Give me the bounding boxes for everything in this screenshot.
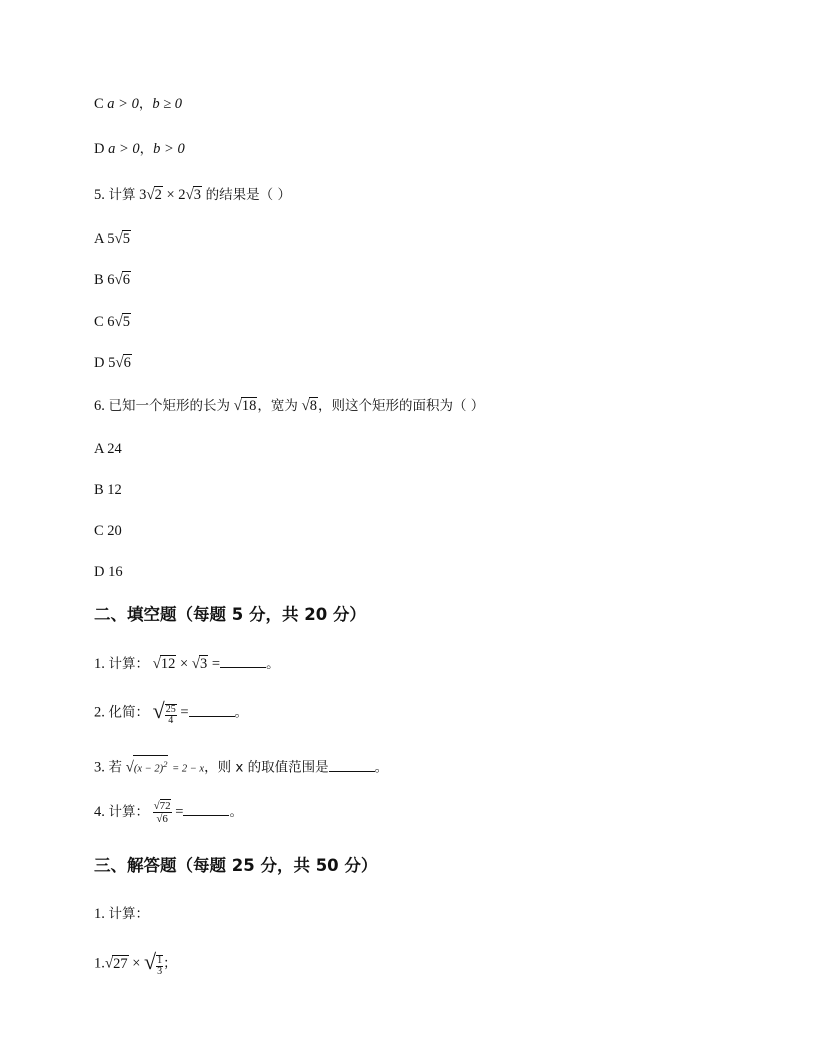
question-number: 1.	[94, 955, 105, 972]
math-coef: 2	[178, 187, 186, 203]
radicand-expr: (x − 2)	[133, 763, 164, 775]
math-coef: 5	[107, 231, 115, 247]
math-rhs: = 2 − x	[172, 763, 205, 775]
radicand: 27	[113, 955, 128, 972]
section-heading-solve	[94, 855, 377, 877]
answer-blank	[189, 702, 235, 717]
answer-blank	[329, 757, 375, 772]
question-number: 2.	[94, 704, 105, 721]
radicand: 6	[123, 355, 131, 371]
numerator: √72	[153, 800, 171, 812]
q6-option-d	[94, 562, 123, 582]
radicand: 2	[154, 187, 162, 203]
question-end: 。	[229, 803, 243, 820]
separator: ，	[139, 141, 154, 157]
denominator: 3	[157, 965, 163, 977]
denominator: √6	[156, 813, 168, 825]
solve-question-1	[94, 904, 149, 924]
radicand: 6	[122, 272, 131, 288]
option-label: B	[94, 482, 104, 498]
section-detail: （每题 25 分，共 50 分）	[176, 856, 378, 875]
question-number: 4.	[94, 803, 105, 820]
equals-symbol: =	[175, 803, 184, 820]
option-value: 12	[107, 482, 122, 498]
option-label: C	[94, 314, 104, 330]
sqrt-symbol: √	[114, 231, 123, 247]
equals-symbol: =	[211, 656, 221, 672]
sqrt-symbol: √	[144, 949, 157, 974]
math-expr: a > 0	[108, 141, 140, 157]
solve-question-1-part	[94, 949, 177, 977]
option-label: A	[94, 231, 104, 247]
question-end: ；	[163, 955, 177, 972]
exponent: 2	[163, 759, 168, 769]
question-number: 1.	[94, 906, 105, 922]
q5-option-b	[94, 270, 131, 290]
question-end: 。	[234, 704, 249, 721]
sqrt-symbol: √	[233, 398, 242, 414]
question-number: 6.	[94, 398, 105, 414]
question-end: 。	[374, 759, 389, 776]
radicand: 5	[122, 231, 131, 247]
math-coef: 5	[108, 355, 116, 371]
question-text: 计算：	[108, 803, 149, 820]
sqrt-symbol: √	[115, 355, 124, 371]
sqrt-symbol: √	[125, 759, 134, 776]
separator: ，	[138, 96, 153, 112]
math-coef: 6	[107, 314, 115, 330]
numerator: 1	[157, 954, 163, 966]
radicand: 6	[162, 813, 168, 825]
radicand: 5	[122, 314, 131, 330]
sqrt-symbol: √	[114, 314, 123, 330]
question-text: 计算	[108, 187, 136, 203]
math-expr: b ≥ 0	[152, 96, 183, 112]
denominator: 4	[168, 714, 174, 726]
q5-option-d	[94, 353, 132, 373]
math-coef: 6	[107, 272, 115, 288]
radicand: 8	[309, 398, 317, 414]
fill-question-1	[94, 653, 280, 674]
question-text: ，则 x 的取值范围是	[204, 759, 329, 776]
option-d-prev	[94, 139, 185, 159]
fill-question-3	[94, 755, 388, 780]
option-label: C	[94, 96, 104, 112]
sqrt-fraction	[144, 949, 163, 977]
question-text: 化简：	[108, 704, 149, 721]
question-text: 计算：	[108, 656, 149, 672]
option-c-prev	[94, 94, 182, 114]
math-coef: 3	[139, 187, 147, 203]
section-title: 三、解答题	[94, 856, 177, 875]
q6-option-b	[94, 480, 122, 500]
question-text: ，则这个矩形的面积为（ ）	[317, 398, 485, 414]
option-label: D	[94, 141, 105, 157]
sqrt-symbol: √	[152, 656, 161, 672]
question-text: 的结果是（ ）	[205, 187, 291, 203]
question-text: 若	[108, 759, 122, 776]
fill-question-2	[94, 698, 249, 726]
option-label: D	[94, 355, 105, 371]
answer-blank	[220, 653, 266, 668]
q5-option-c	[94, 312, 131, 332]
radicand: 3	[193, 187, 202, 203]
option-label: B	[94, 272, 104, 288]
sqrt-symbol: √	[152, 698, 165, 723]
sqrt-fraction	[152, 698, 177, 726]
radicand: 12	[160, 656, 176, 672]
numerator: 25	[165, 703, 176, 715]
option-value: 16	[108, 564, 123, 580]
fraction	[153, 800, 172, 825]
question-6	[94, 396, 484, 416]
q5-option-a	[94, 229, 131, 249]
fraction	[165, 704, 177, 726]
sqrt-symbol: √	[146, 187, 155, 203]
option-label: A	[94, 441, 104, 457]
math-expr: b > 0	[153, 141, 185, 157]
answer-blank	[183, 801, 229, 816]
question-end: 。	[266, 656, 280, 672]
option-value: 24	[107, 441, 122, 457]
section-detail: （每题 5 分，共 20 分）	[176, 605, 366, 624]
sqrt-symbol: √	[114, 272, 123, 288]
sqrt-symbol: √	[104, 955, 114, 972]
fill-question-4	[94, 800, 243, 825]
times-symbol: ×	[166, 187, 175, 203]
question-text: ，宽为	[257, 398, 298, 414]
times-symbol: ×	[132, 955, 141, 972]
radicand: 18	[241, 398, 257, 414]
section-heading-fill-in	[94, 604, 366, 626]
option-value: 20	[107, 523, 122, 539]
times-symbol: ×	[179, 656, 189, 672]
question-number: 3.	[94, 759, 105, 776]
math-expr: a > 0	[107, 96, 139, 112]
radicand: 3	[200, 656, 208, 672]
q6-option-c	[94, 521, 122, 541]
section-title: 二、填空题	[94, 605, 177, 624]
radicand	[133, 755, 169, 778]
q6-option-a	[94, 439, 122, 459]
option-label: C	[94, 523, 104, 539]
sqrt-symbol: √	[185, 187, 194, 203]
sqrt-symbol: √	[191, 656, 201, 672]
question-number: 5.	[94, 187, 105, 203]
question-text: 已知一个矩形的长为	[108, 398, 230, 414]
radicand: 72	[159, 800, 171, 812]
option-label: D	[94, 564, 105, 580]
question-number: 1.	[94, 656, 105, 672]
equals-symbol: =	[180, 704, 189, 721]
sqrt-symbol: √	[301, 398, 310, 414]
question-5	[94, 185, 291, 205]
question-text: 计算：	[108, 906, 149, 922]
